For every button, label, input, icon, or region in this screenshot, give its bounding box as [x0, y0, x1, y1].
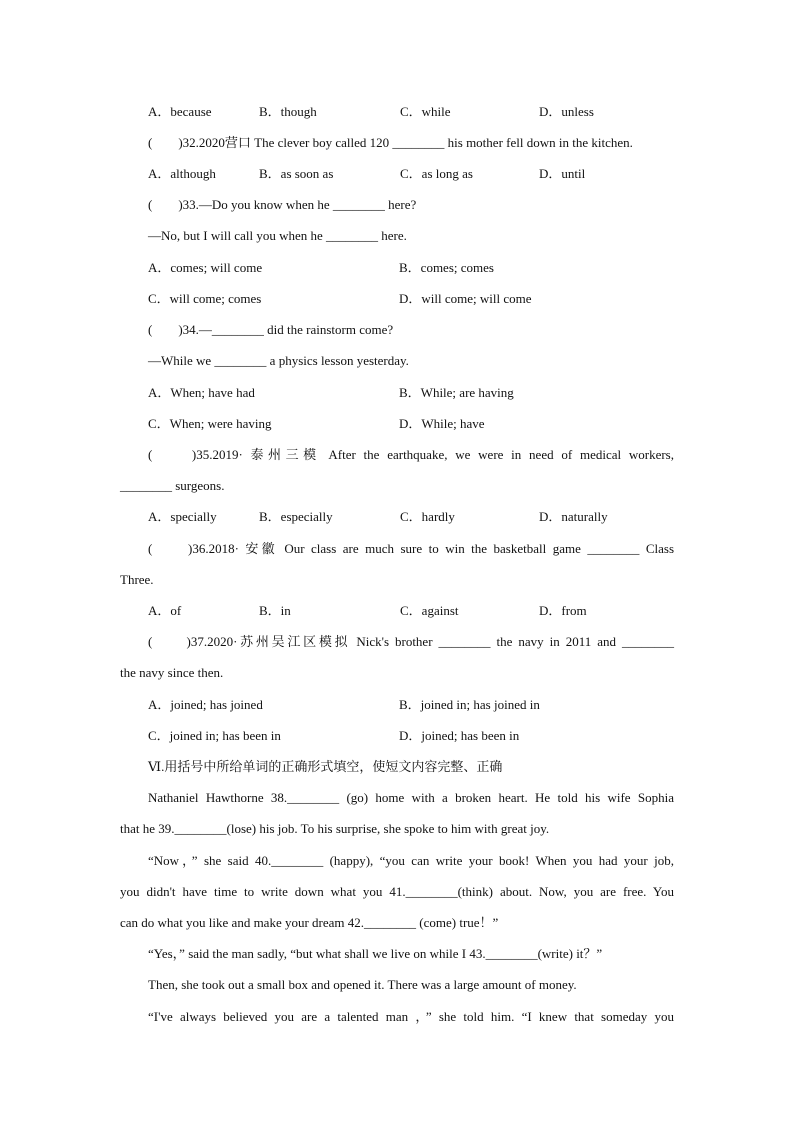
q37-option-a: A．joined; has joined — [148, 697, 263, 712]
q37-options-row1 — [148, 696, 674, 714]
q32-stem: ( )32.2020营口 The clever boy called 120 ________ his mother fell down in the kitchen. — [148, 135, 633, 150]
q34-option-a: A．When; have had — [148, 385, 255, 400]
q36-option-b: B．in — [259, 603, 291, 618]
q31-option-c: C．while — [400, 104, 451, 119]
q36-stem: ( )36.2018· 安徽 Our class are much sure to win the basketball game ________ Class — [148, 541, 674, 556]
q33-options-row2 — [148, 290, 674, 308]
q35-option-b: B．especially — [259, 509, 333, 524]
q34-line2: —While we ________ a physics lesson yesterday. — [148, 353, 409, 368]
q37-stem: ( )37.2020·苏州吴江区模拟 Nick's brother ________ the navy in 2011 and ________ — [148, 634, 674, 649]
passage-line-8: “I've always believed you are a talented man ，” she told him. “I knew that someday you — [148, 1009, 674, 1024]
q31-option-b: B．though — [259, 104, 317, 119]
q35-line2: ________ surgeons. — [120, 478, 225, 493]
q36-line2: Three. — [120, 572, 154, 587]
q32-option-d: D．until — [539, 166, 586, 181]
q34-option-c: C．When; were having — [148, 416, 272, 431]
q36-options — [148, 602, 674, 620]
q37-option-c: C．joined in; has been in — [148, 728, 281, 743]
q33-option-a: A．comes; will come — [148, 260, 263, 275]
q33-option-b: B．comes; comes — [399, 260, 494, 275]
q33-option-d: D．will come; will come — [399, 291, 532, 306]
q31-option-d: D．unless — [539, 104, 594, 119]
q33-line2: —No, but I will call you when he ________ here. — [148, 228, 407, 243]
passage-line-7: Then, she took out a small box and opened it. There was a large amount of money. — [148, 977, 577, 992]
q35-options — [148, 508, 674, 526]
q36-option-a: A．of — [148, 603, 182, 618]
q31-option-a: A．because — [148, 104, 212, 119]
q34-stem: ( )34.—________ did the rainstorm come? — [148, 322, 394, 337]
q36-option-d: D．from — [539, 603, 587, 618]
q31-options — [148, 103, 674, 121]
passage-line-6: “Yes，” said the man sadly, “but what shall we live on while I 43.________(write) it？” — [148, 946, 603, 961]
q34-options-row1 — [148, 384, 674, 402]
q37-option-b: B．joined in; has joined in — [399, 697, 540, 712]
q36-option-c: C．against — [400, 603, 459, 618]
q35-option-d: D．naturally — [539, 509, 608, 524]
passage-line-4: you didn't have time to write down what you 41.________(think) about. Now, you are free. You — [120, 884, 674, 899]
q33-option-c: C．will come; comes — [148, 291, 262, 306]
q32-option-b: B．as soon as — [259, 166, 334, 181]
q35-option-a: A．specially — [148, 509, 217, 524]
q32-option-a: A．although — [148, 166, 216, 181]
passage-line-5: can do what you like and make your dream 42.________ (come) true！” — [120, 915, 499, 930]
q37-options-row2 — [148, 727, 674, 745]
q33-stem: ( )33.—Do you know when he ________ here? — [148, 197, 417, 212]
q34-option-d: D．While; have — [399, 416, 485, 431]
q35-option-c: C．hardly — [400, 509, 455, 524]
passage-line-1: Nathaniel Hawthorne 38.________ (go) home with a broken heart. He told his wife Sophia — [148, 790, 674, 805]
q34-option-b: B．While; are having — [399, 385, 514, 400]
q34-options-row2 — [148, 415, 674, 433]
section6-heading: Ⅵ.用括号中所给单词的正确形式填空，使短文内容完整、正确 — [148, 759, 503, 774]
q33-options-row1 — [148, 259, 674, 277]
q35-stem: ( )35.2019· 泰州三模 After the earthquake, we were in need of medical workers, — [148, 447, 674, 462]
q37-line2: the navy since then. — [120, 665, 224, 680]
q32-options — [148, 165, 674, 183]
passage-line-3: “Now，” she said 40.________ (happy), “you can write your book! When you had your job, — [148, 853, 674, 868]
passage-line-2: that he 39.________(lose) his job. To his surprise, she spoke to him with great joy. — [120, 821, 550, 836]
q32-option-c: C．as long as — [400, 166, 473, 181]
q37-option-d: D．joined; has been in — [399, 728, 520, 743]
